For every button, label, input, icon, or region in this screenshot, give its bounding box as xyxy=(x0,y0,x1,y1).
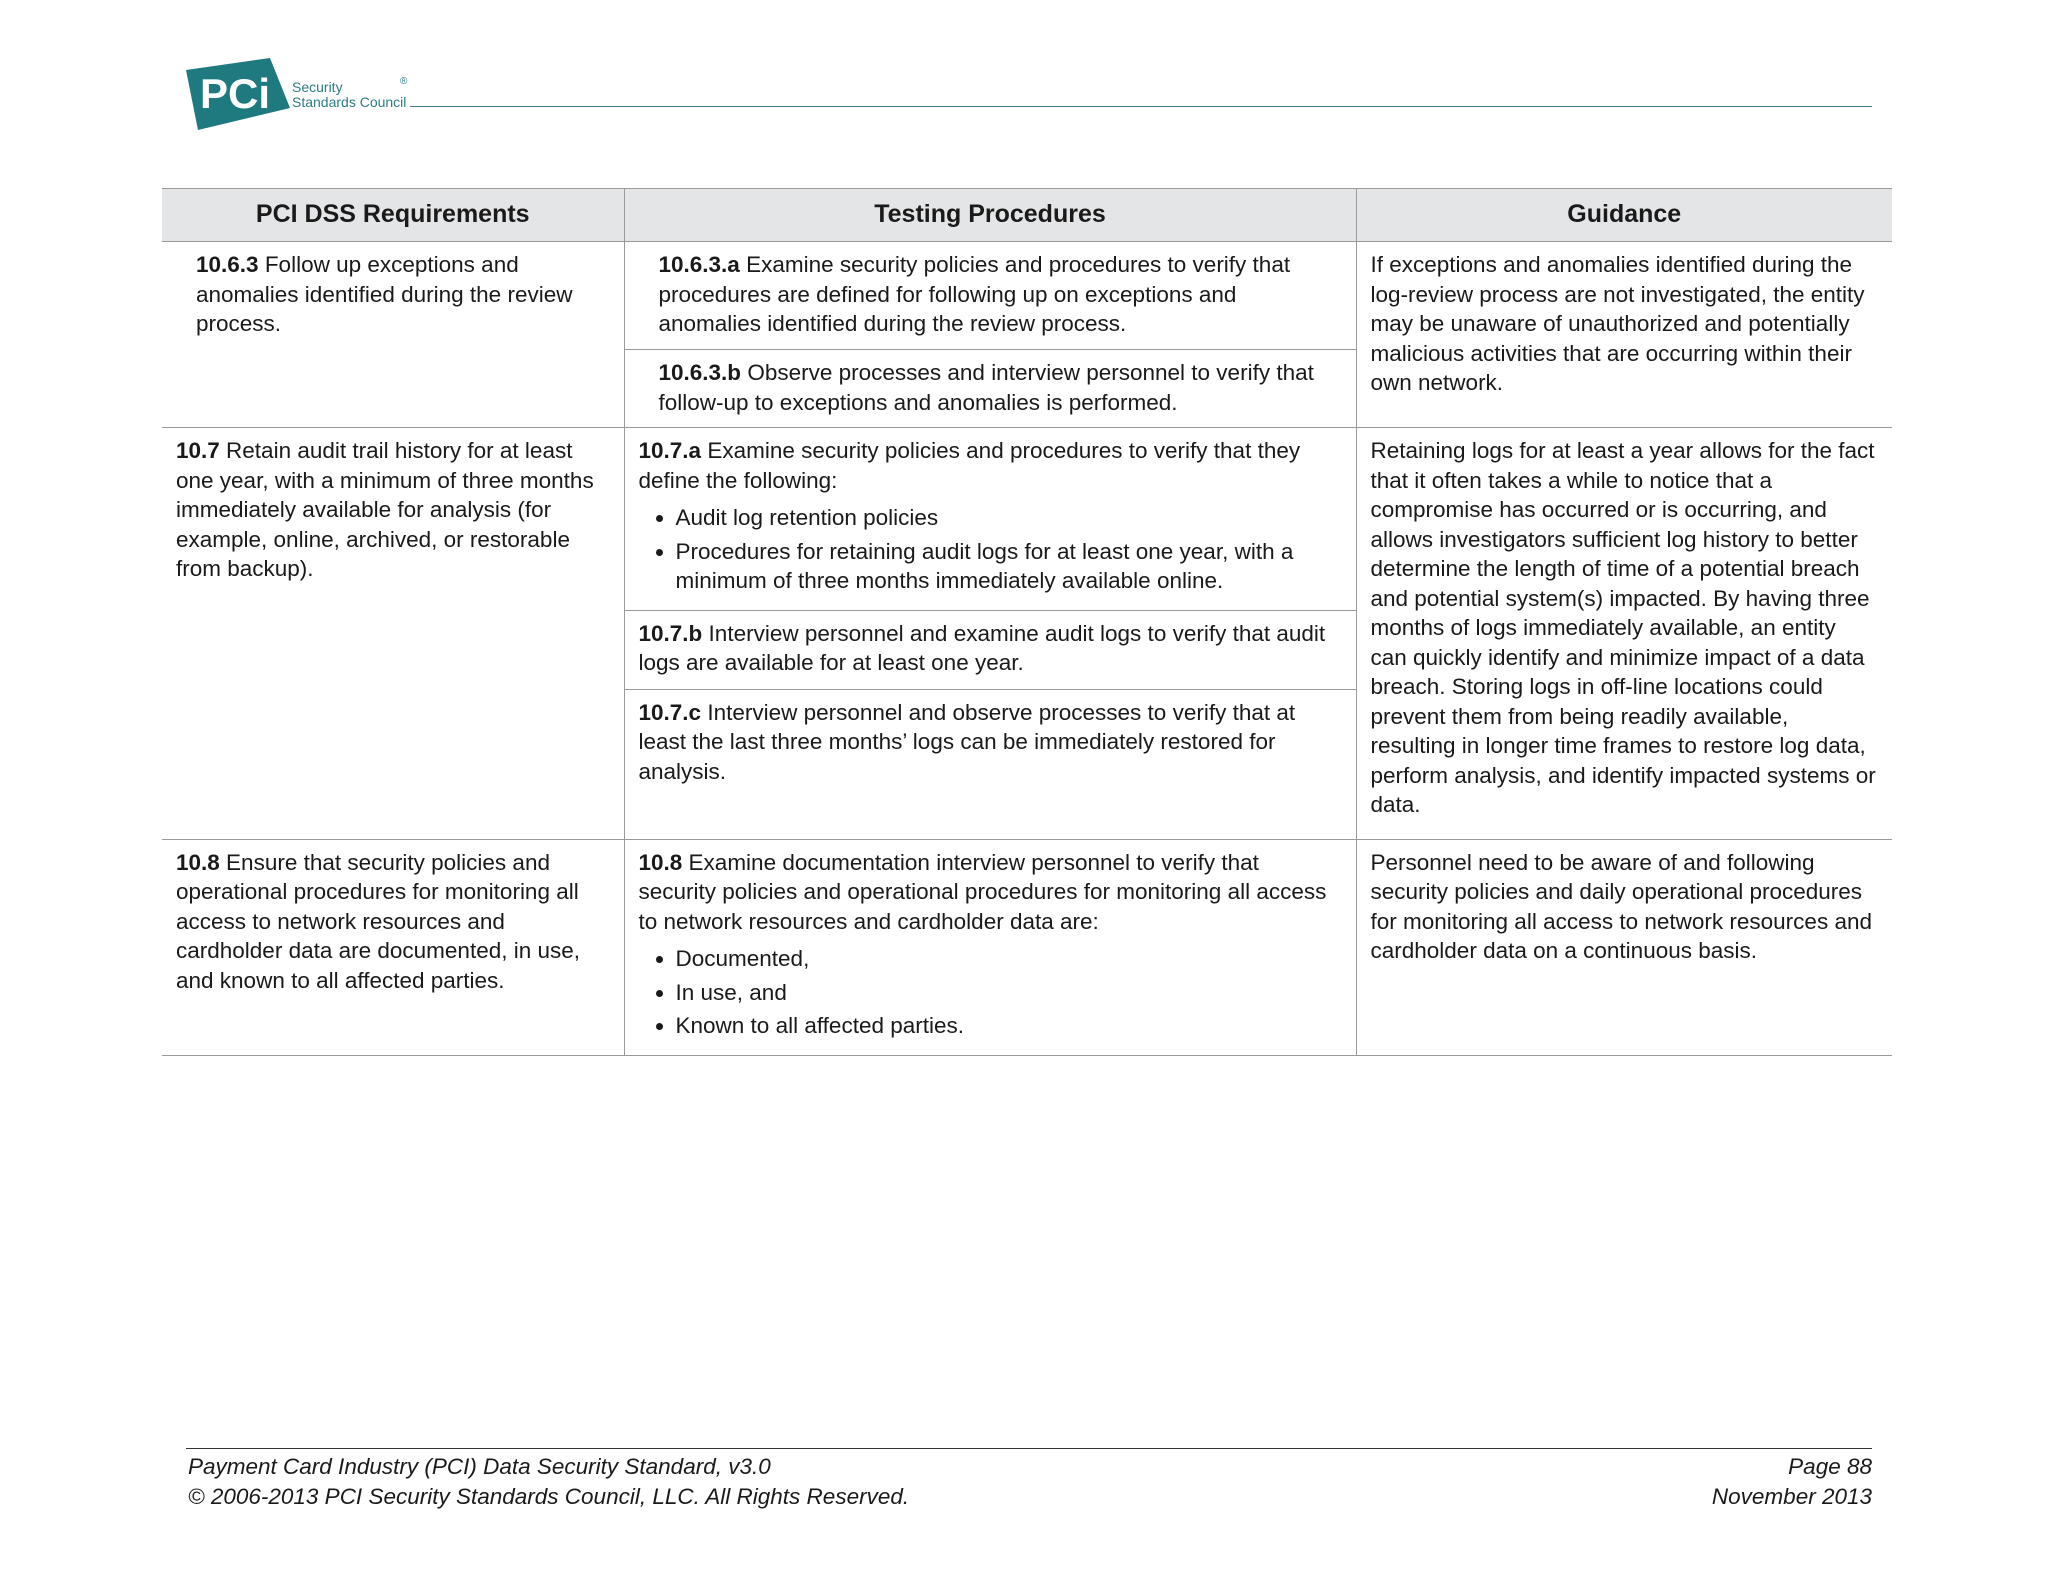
guidance-text: Personnel need to be aware of and following security policies and daily operational procedures for monitoring all access to network resources and cardholder data on a continuous basis. xyxy=(1370,849,1872,963)
procedure-ref: 10.6.3.a xyxy=(658,252,740,277)
procedure-bullet-list xyxy=(639,503,1342,596)
procedure-text: Examine security policies and procedures to verify that procedures are defined for following up on exceptions and anomalies identified during the review process. xyxy=(658,252,1291,336)
procedure-ref: 10.7.a xyxy=(638,438,702,463)
procedure-text: Observe processes and interview personnel to verify that follow-up to exceptions and anomalies is performed. xyxy=(658,360,1314,415)
guidance-10-7 xyxy=(1356,428,1892,840)
procedure-bullet-list xyxy=(639,944,1342,1041)
table-row xyxy=(162,839,1892,1055)
table-row xyxy=(162,242,1892,350)
testing-procedure-10-8 xyxy=(624,839,1356,1055)
footer-page-number: Page 88 xyxy=(1788,1454,1872,1479)
pci-logo xyxy=(186,58,416,134)
requirement-10-7 xyxy=(162,428,624,840)
footer-copyright: © 2006-2013 PCI Security Standards Council, LLC. All Rights Reserved. xyxy=(188,1484,910,1509)
list-item: • Documented, xyxy=(676,944,1342,974)
requirement-text: Ensure that security policies and operational procedures for monitoring all access to network resources and cardholder data are documented, in use, and known to all affected parties. xyxy=(176,849,581,993)
testing-procedure-10-6-3-b xyxy=(624,350,1356,428)
list-item: • Procedures for retaining audit logs for at least one year, with a minimum of three months immediately available online. xyxy=(676,537,1342,596)
logo-line-2: Standards Council xyxy=(292,94,407,110)
guidance-text: If exceptions and anomalies identified during the log-review process are not investigated, the entity may be unaware of unauthorized and potentially malicious activities that are occurring within their own network. xyxy=(1370,252,1865,395)
requirement-text: Follow up exceptions and anomalies identified during the review process. xyxy=(196,252,573,336)
header-requirements: PCI DSS Requirements xyxy=(162,189,624,242)
logo-registered-mark: ® xyxy=(400,76,408,87)
testing-procedure-10-7-b xyxy=(624,610,1356,689)
procedure-text: Examine documentation interview personnel to verify that security policies and operational procedures for monitoring all access to network resources and cardholder data are: xyxy=(638,849,1327,934)
logo-mark-text: PCi xyxy=(200,70,271,117)
header-guidance: Guidance xyxy=(1356,189,1892,242)
header-divider xyxy=(410,106,1872,107)
requirement-ref: 10.7 xyxy=(176,438,220,463)
footer-doc-title: Payment Card Industry (PCI) Data Security Standard, v3.0 xyxy=(188,1454,771,1479)
requirement-ref: 10.6.3 xyxy=(196,252,259,277)
footer-divider xyxy=(186,1448,1872,1449)
list-item: • Audit log retention policies xyxy=(676,503,1342,533)
procedure-text: Interview personnel and observe processes to verify that at least the last three months’ logs can be immediately restored for analysis. xyxy=(638,699,1296,784)
guidance-10-6-3 xyxy=(1356,242,1892,428)
table-row xyxy=(162,428,1892,611)
requirement-text: Retain audit trail history for at least one year, with a minimum of three months immediately available for analysis (for example, online, archived, or restorable from backup). xyxy=(176,438,594,581)
list-item: • In use, and xyxy=(676,978,1342,1008)
footer-date: November 2013 xyxy=(1711,1484,1872,1509)
procedure-ref: 10.8 xyxy=(638,849,683,875)
footer-left xyxy=(188,1452,909,1512)
logo-line-1: Security xyxy=(292,79,343,95)
testing-procedure-10-6-3-a xyxy=(624,242,1356,350)
table-header-row xyxy=(162,189,1892,242)
requirement-ref: 10.8 xyxy=(176,849,220,875)
procedure-ref: 10.7.c xyxy=(638,699,702,725)
procedure-ref: 10.7.b xyxy=(638,620,703,646)
guidance-10-8 xyxy=(1356,839,1892,1055)
testing-procedure-10-7-a xyxy=(624,428,1356,611)
guidance-text: Retaining logs for at least a year allows for the fact that it often takes a while to notice that a compromise has occurred or is occurring, and allows investigators sufficient log history to better determine the length of time of a potential breach and potential system(s) impacted. By having three months of logs immediately available, an entity can quickly identify and minimize impact of a data breach. Storing logs in off-line locations could prevent them from being readily available, resulting in longer time frames to restore log data, perform analysis, and identify impacted systems or data. xyxy=(1370,438,1876,817)
footer-right xyxy=(1712,1452,1872,1512)
requirements-table xyxy=(162,188,1892,1056)
requirement-10-6-3 xyxy=(162,242,624,428)
procedure-ref: 10.6.3.b xyxy=(658,360,742,385)
header-testing-procedures: Testing Procedures xyxy=(624,189,1356,242)
list-item: • Known to all affected parties. xyxy=(676,1011,1342,1041)
pci-logo-mark xyxy=(186,58,290,130)
procedure-text: Interview personnel and examine audit logs to verify that audit logs are available for at least one year. xyxy=(638,620,1326,675)
logo-wordmark xyxy=(292,80,406,110)
testing-procedure-10-7-c xyxy=(624,689,1356,839)
procedure-text: Examine security policies and procedures to verify that they define the following: xyxy=(638,438,1301,493)
requirement-10-8 xyxy=(162,839,624,1055)
